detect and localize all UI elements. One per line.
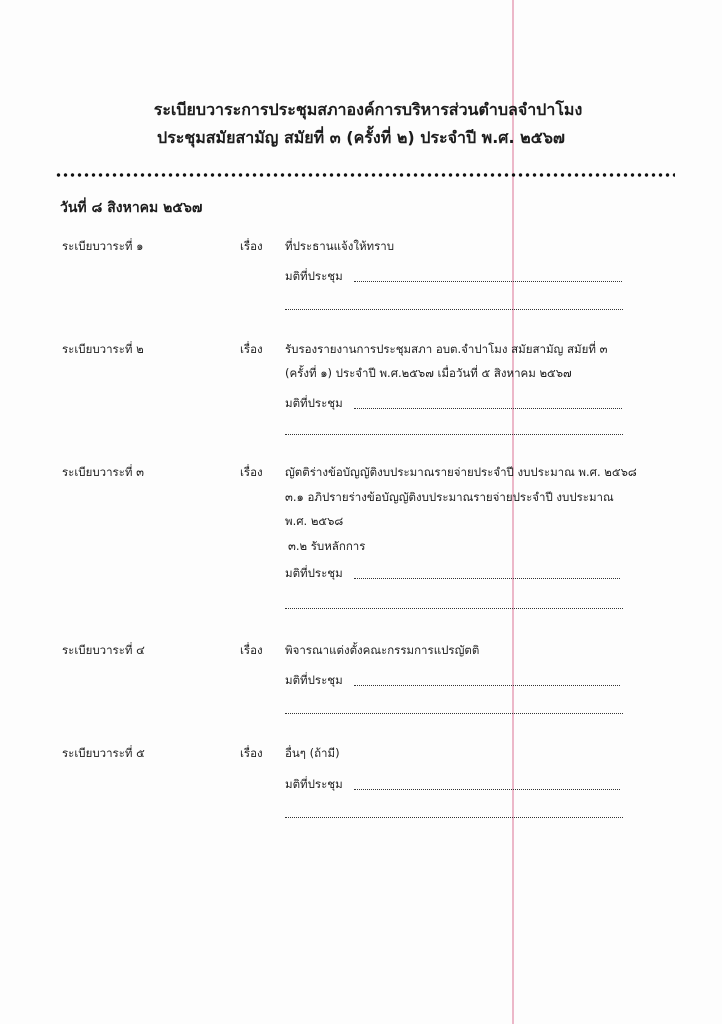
- agenda-1-line-1: ที่ประธานแจ้งให้ทราบ: [285, 239, 395, 253]
- agenda-label-4: ระเบียบวาระที่ ๔: [62, 643, 145, 657]
- subject-label-1: เรื่อง: [240, 239, 263, 253]
- agenda-2-line-1: รับรองรายงานการประชุมสภา อบต.จำปาโมง สมัยสามัญ สมัยที่ ๓: [285, 342, 608, 356]
- agenda-label-1: ระเบียบวาระที่ ๑: [62, 239, 144, 253]
- resolution-fill-line: [354, 407, 622, 409]
- subject-label-5: เรื่อง: [240, 746, 263, 760]
- agenda-5-line-1: อื่นๆ (ถ้ามี): [285, 746, 340, 760]
- resolution-label-3: มติที่ประชุม: [285, 566, 343, 580]
- agenda-3-line-4: ๓.๒ รับหลักการ: [288, 539, 366, 553]
- resolution-fill-line: [285, 816, 623, 818]
- resolution-fill-line: [285, 712, 623, 714]
- dotted-separator: [55, 172, 675, 178]
- agenda-label-3: ระเบียบวาระที่ ๓: [62, 465, 144, 479]
- document-title: ระเบียบวาระการประชุมสภาองค์การบริหารส่วนตำบลจำปาโมง: [153, 100, 583, 119]
- resolution-label-1: มติที่ประชุม: [285, 269, 343, 283]
- agenda-label-2: ระเบียบวาระที่ ๒: [62, 342, 144, 356]
- resolution-fill-line: [285, 607, 623, 609]
- agenda-2-line-2: (ครั้งที่ ๑) ประจำปี พ.ศ.๒๕๖๗ เมื่อวันที่ ๕ สิงหาคม ๒๕๖๗: [285, 366, 572, 380]
- fold-line: [512, 0, 514, 1024]
- document-subtitle: ประชุมสมัยสามัญ สมัยที่ ๓ (ครั้งที่ ๒) ประจำปี พ.ศ. ๒๕๖๗: [157, 128, 565, 147]
- agenda-3-line-3: พ.ศ. ๒๕๖๘: [285, 514, 344, 528]
- resolution-fill-line: [354, 280, 622, 282]
- resolution-label-2: มติที่ประชุม: [285, 396, 343, 410]
- agenda-3-line-1: ญัตติร่างข้อบัญญัติงบประมาณรายจ่ายประจำปี งบประมาณ พ.ศ. ๒๕๖๘: [285, 465, 637, 479]
- resolution-label-4: มติที่ประชุม: [285, 673, 343, 687]
- agenda-label-5: ระเบียบวาระที่ ๕: [62, 746, 145, 760]
- resolution-fill-line: [354, 684, 620, 686]
- resolution-fill-line: [354, 577, 620, 579]
- agenda-4-line-1: พิจารณาแต่งตั้งคณะกรรมการแปรญัตติ: [285, 643, 480, 657]
- subject-label-2: เรื่อง: [240, 342, 263, 356]
- subject-label-3: เรื่อง: [240, 465, 263, 479]
- agenda-3-line-2: ๓.๑ อภิปรายร่างข้อบัญญัติงบประมาณรายจ่ายประจำปี งบประมาณ: [285, 490, 614, 504]
- subject-label-4: เรื่อง: [240, 643, 263, 657]
- resolution-fill-line: [285, 433, 623, 435]
- resolution-fill-line: [285, 308, 623, 310]
- resolution-fill-line: [354, 788, 620, 790]
- resolution-label-5: มติที่ประชุม: [285, 777, 343, 791]
- meeting-date: วันที่ ๘ สิงหาคม ๒๕๖๗: [60, 200, 203, 216]
